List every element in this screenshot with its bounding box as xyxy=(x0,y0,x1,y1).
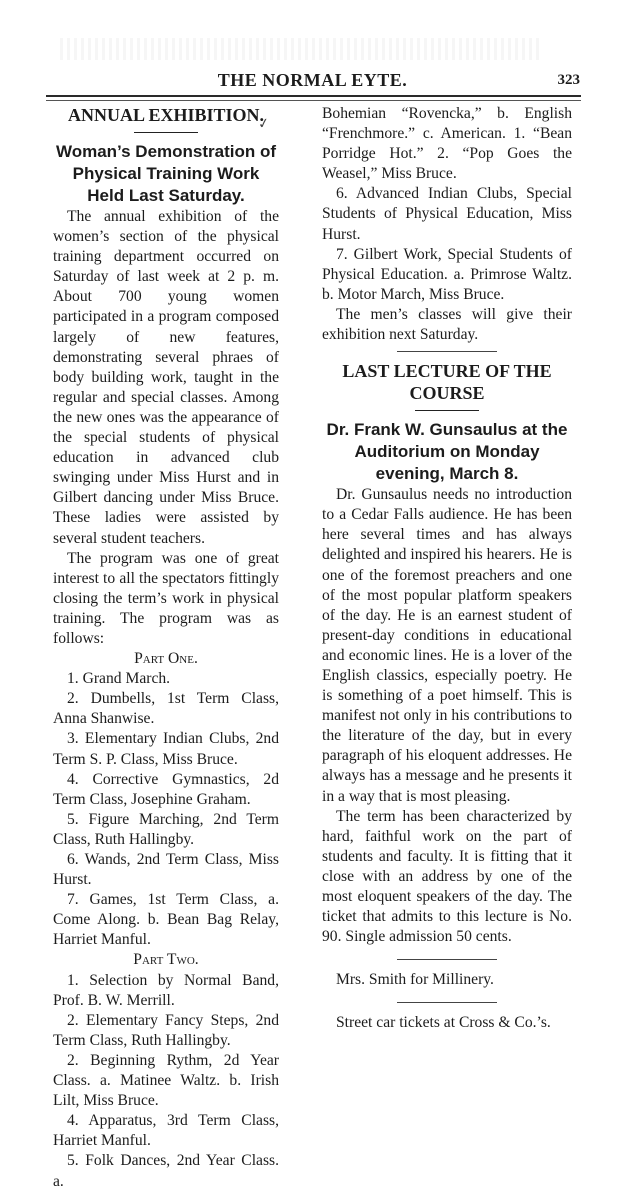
header-double-rule xyxy=(46,95,581,101)
article-subhead: Dr. Frank W. Gunsaulus at the Auditorium on Monday evening, March 8. xyxy=(326,420,568,484)
program-item: 5. Folk Dances, 2nd Year Class. a. xyxy=(53,1152,279,1190)
part-heading: Part Two. xyxy=(133,951,199,969)
program-item: 1. Selection by Normal Band, Prof. B. W. Merrill. xyxy=(53,971,279,1009)
title-rule xyxy=(415,410,479,411)
program-item: 2. Beginning Rythm, 2d Year Class. a. Matinee Waltz. b. Irish Lilt, Miss Bruce. xyxy=(53,1051,279,1110)
running-title: THE NORMAL EYTE. xyxy=(217,70,408,90)
title-rule xyxy=(134,132,198,133)
paragraph: The program was one of great interest to all the spectators fittingly closing the term’s work in physical training. The program was as follows: xyxy=(53,549,279,647)
program-item: 2. Dumbells, 1st Term Class, Anna Shanwise. xyxy=(53,690,279,728)
program-item: 7. Gilbert Work, Special Students of Physical Education. a. Primrose Waltz. b. Motor March, Miss Bruce. xyxy=(322,245,572,303)
running-head xyxy=(45,70,580,92)
section-title: LAST LECTURE OF THE COURSE xyxy=(342,361,552,404)
advertisement: Street car tickets at Cross & Co.’s. xyxy=(336,1014,551,1032)
pencil-check-mark-icon: ✓ xyxy=(256,116,271,133)
ad-divider xyxy=(397,959,497,960)
closing-note: The men’s classes will give their exhibition next Saturday. xyxy=(322,305,572,344)
program-item: 5. Figure Marching, 2nd Term Class, Ruth Hallingby. xyxy=(53,810,279,848)
right-column xyxy=(322,104,572,1033)
program-item: 4. Apparatus, 3rd Term Class, Harriet Manful. xyxy=(53,1112,279,1150)
program-continuation: Bohemian “Rovencka,” b. English “Frenchmore.” c. American. 1. “Bean Porridge Hot.” 2. “Pop Goes the Weasel,” Miss Bruce. xyxy=(322,105,572,183)
page-number: 323 xyxy=(557,72,580,88)
paragraph: The annual exhibition of the women’s section of the physical training department occurred on Saturday of last week at 2 p. m. About 700 young women participated in a program composed largely of new features, demonstrating several phraes of body building work, taught in the regular and special classes. Among the new ones was the appearance of the special students of physical education in advanced club swinging under Miss Hurst and in Gilbert dancing under Miss Bruce. These ladies were assisted by several student teachers. xyxy=(53,208,279,547)
ad-divider xyxy=(397,1002,497,1003)
program-item: 2. Elementary Fancy Steps, 2nd Term Class, Ruth Hallingby. xyxy=(53,1011,279,1049)
part-heading: Part One. xyxy=(134,650,198,668)
program-item: 4. Corrective Gymnastics, 2d Term Class, Josephine Graham. xyxy=(53,770,279,808)
bleed-through-text xyxy=(60,38,540,60)
advertisement: Mrs. Smith for Millinery. xyxy=(336,971,494,989)
program-item: 6. Wands, 2nd Term Class, Miss Hurst. xyxy=(53,851,279,889)
section-divider xyxy=(397,351,497,352)
program-item: 7. Games, 1st Term Class, a. Come Along. b. Bean Bag Relay, Harriet Manful. xyxy=(53,891,279,949)
program-item: 3. Elementary Indian Clubs, 2nd Term S. P. Class, Miss Bruce. xyxy=(53,730,279,768)
paragraph: Dr. Gunsaulus needs no introduction to a Cedar Falls audience. He has been here several times and has always delighted and inspired his hearers. He is one of the foremost preachers and one of the most popular platform speakers of the day. He is an earnest student of present-day conditions in educational and economic lines. He is a lover of the English classics, especially poetry. He is something of a poet himself. This is manifest not only in his contributions to the literature of the day, but in every paragraph of his eloquent addresses. He always has a message and he presents it in a way that is most pleasing. xyxy=(322,486,572,805)
article-subhead: Woman’s Demonstration of Physical Training Work Held Last Saturday. xyxy=(55,142,277,205)
program-item: 6. Advanced Indian Clubs, Special Students of Physical Education, Miss Hurst. xyxy=(322,185,572,243)
program-item: 1. Grand March. xyxy=(67,670,171,688)
section-title: ANNUAL EXHIBITION. xyxy=(67,105,265,125)
left-column xyxy=(53,104,279,1192)
paragraph: The term has been characterized by hard, faithful work on the part of students and faculty. It is fitting that it close with an address by one of the most eloquent speakers of the day. The ticket that admits to this lecture is No. 90. Single admission 50 cents. xyxy=(322,807,572,946)
